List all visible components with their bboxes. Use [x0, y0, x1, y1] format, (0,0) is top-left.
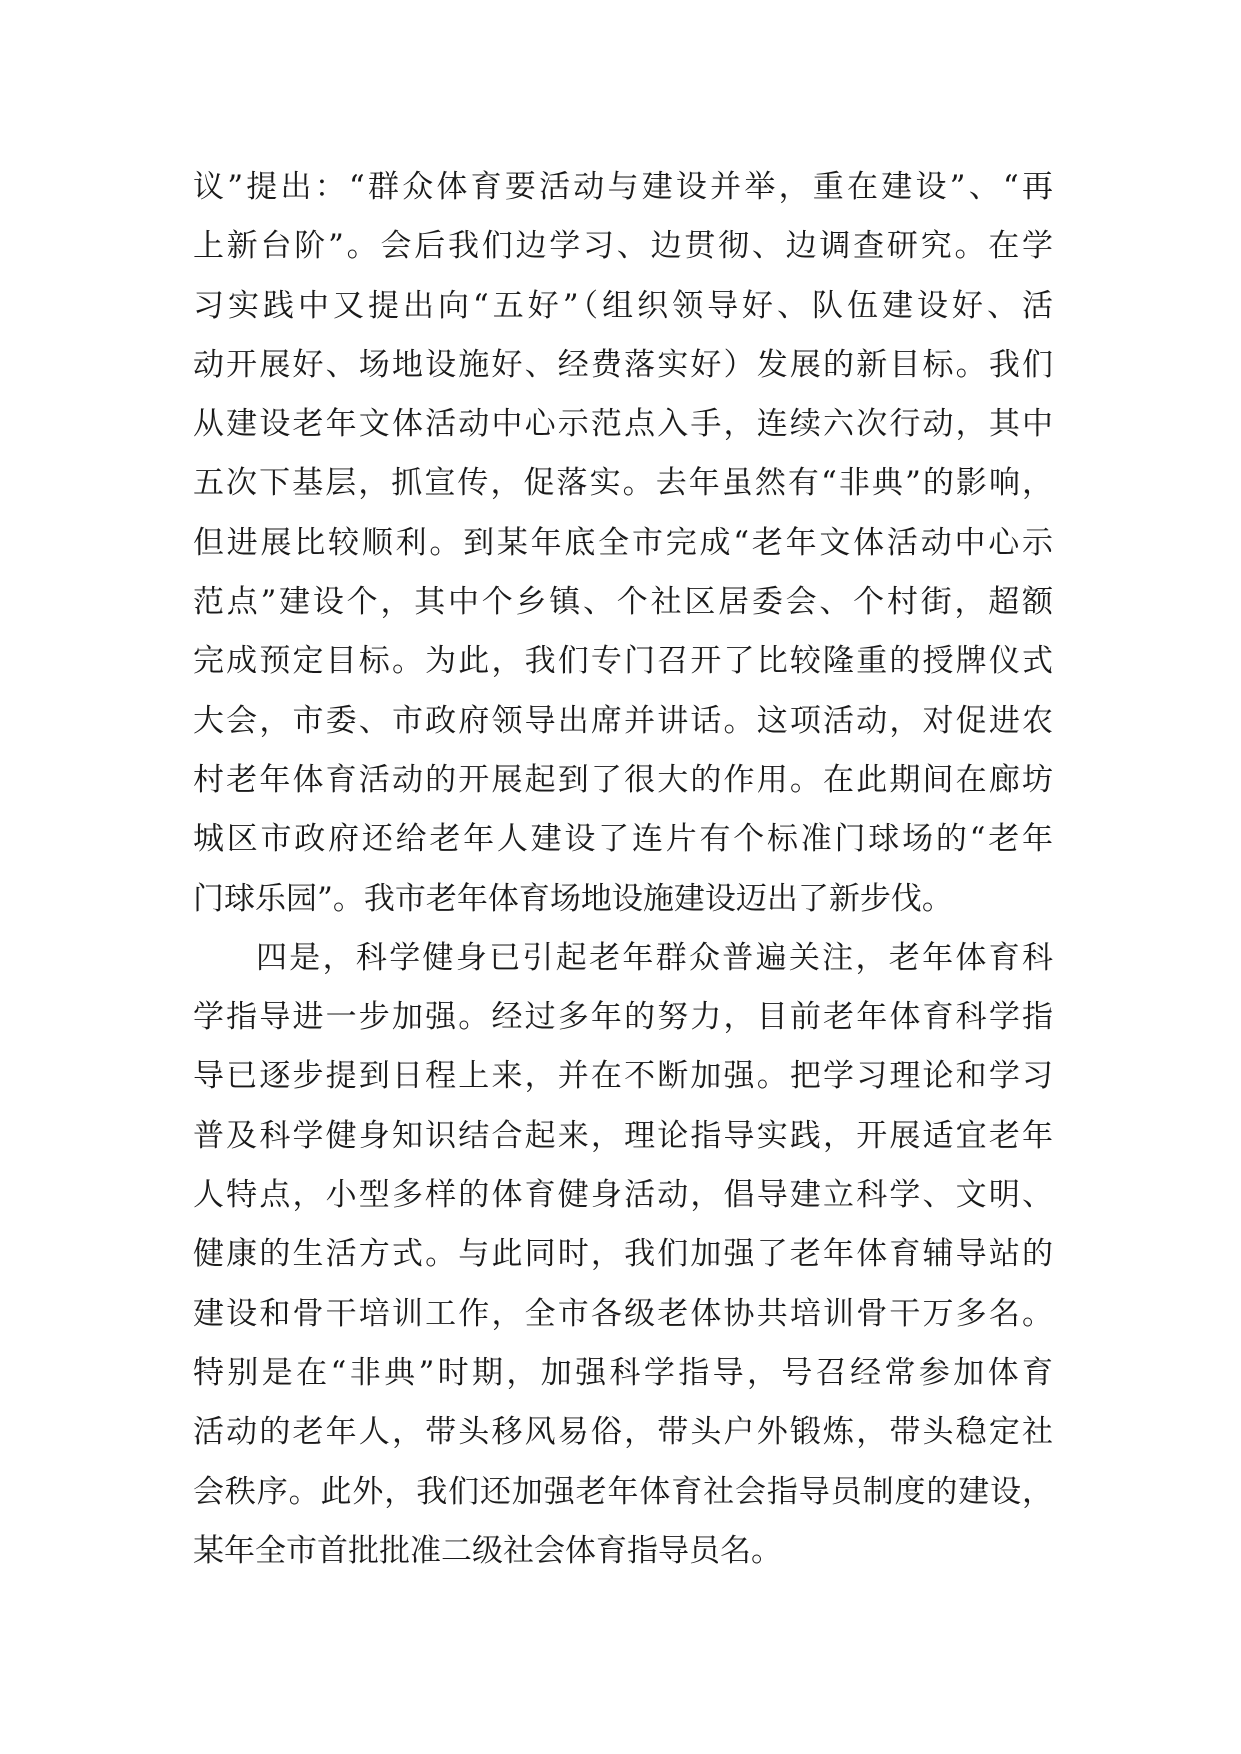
- text-line: 议”提出：“群众体育要活动与建设并举，重在建设”、“再: [193, 169, 1053, 205]
- text-line: 但进展比较顺利。到某年底全市完成“老年文体活动中心示: [193, 524, 1053, 561]
- text-line: 城区市政府还给老年人建设了连片有个标准门球场的“老年: [193, 821, 1053, 858]
- text-line: 活动的老年人，带头移风易俗，带头户外锻炼，带头稳定社: [193, 1414, 1053, 1451]
- text-line: 上新台阶”。会后我们边学习、边贯彻、边调查研究。在学: [193, 228, 1053, 265]
- text-line: 建设和骨干培训工作，全市各级老体协共培训骨干万多名。: [193, 1295, 1053, 1332]
- text-line: 动开展好、场地设施好、经费落实好）发展的新目标。我们: [193, 346, 1053, 383]
- text-line: 门球乐园”。我市老年体育场地设施建设迈出了新步伐。: [193, 880, 953, 917]
- text-line: 某年全市首批批准二级社会体育指导员名。: [193, 1532, 782, 1569]
- text-line: 范点”建设个，其中个乡镇、个社区居委会、个村街，超额: [193, 584, 1053, 621]
- text-line: 会秩序。此外，我们还加强老年体育社会指导员制度的建设，: [193, 1473, 1053, 1510]
- text-line: 导已逐步提到日程上来，并在不断加强。把学习理论和学习: [193, 1058, 1053, 1095]
- text-line: 学指导进一步加强。经过多年的努力，目前老年体育科学指: [193, 999, 1053, 1036]
- text-line: 特别是在“非典”时期，加强科学指导，号召经常参加体育: [193, 1354, 1053, 1391]
- text-line: 五次下基层，抓宣传，促落实。去年虽然有“非典”的影响，: [193, 465, 1053, 502]
- text-line: 从建设老年文体活动中心示范点入手，连续六次行动，其中: [193, 406, 1053, 443]
- text-line: 大会，市委、市政府领导出席并讲话。这项活动，对促进农: [193, 702, 1053, 739]
- text-line: 健康的生活方式。与此同时，我们加强了老年体育辅导站的: [193, 1236, 1053, 1273]
- text-line: 完成预定目标。为此，我们专门召开了比较隆重的授牌仪式: [193, 643, 1053, 680]
- text-line: 普及科学健身知识结合起来，理论指导实践，开展适宜老年: [193, 1117, 1053, 1154]
- text-line: 村老年体育活动的开展起到了很大的作用。在此期间在廊坊: [193, 761, 1053, 798]
- text-line: 人特点，小型多样的体育健身活动，倡导建立科学、文明、: [193, 1177, 1053, 1214]
- text-line: 习实践中又提出向“五好”（组织领导好、队伍建设好、活: [193, 287, 1053, 324]
- body-text: [193, 158, 1053, 1581]
- paragraph-first-line: 四是，科学健身已引起老年群众普遍关注，老年体育科: [256, 939, 1053, 976]
